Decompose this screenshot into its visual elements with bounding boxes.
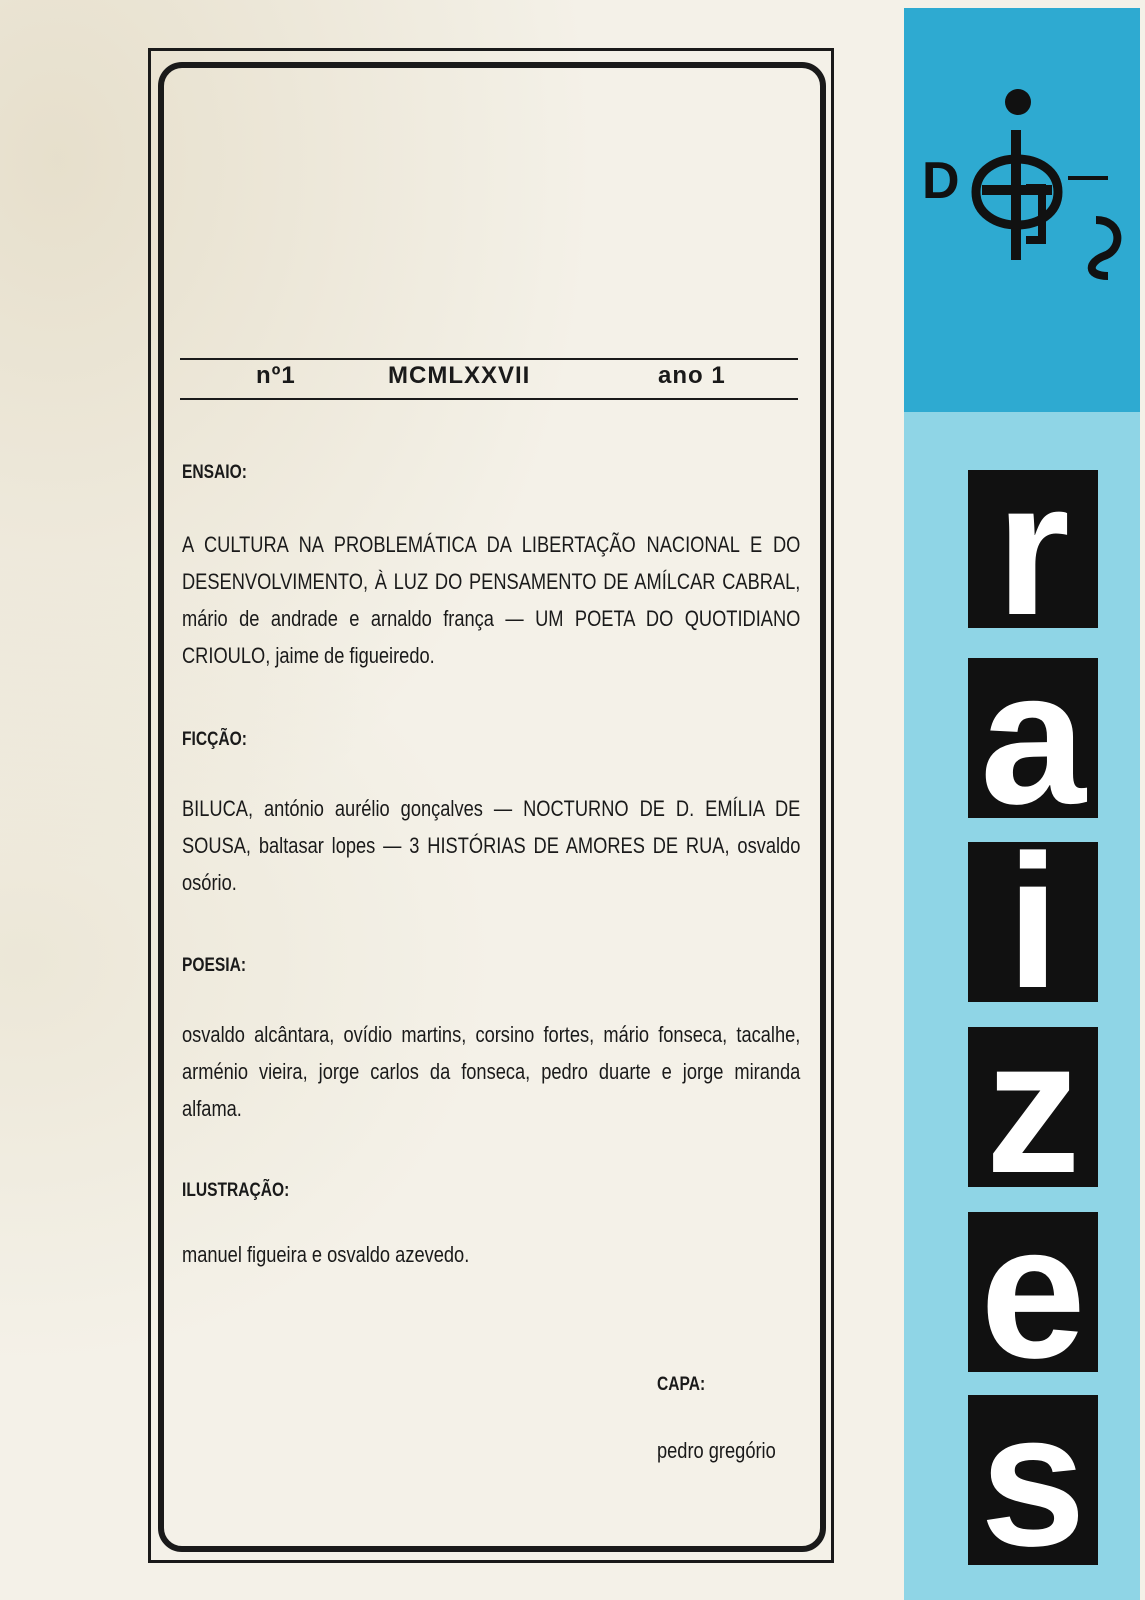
cover-artist: pedro gregório — [657, 1438, 776, 1463]
section-body-ilustracao: manuel figueira e osvaldo azevedo. — [182, 1242, 470, 1267]
section-body-ficcao: BILUCA, antónio aurélio gonçalves — NOCTURNO DE D. EMÍLIA DE SOUSA, baltasar lopes — 3 HISTÓRIAS DE AMORES DE RUA, osvaldo osório. — [182, 796, 801, 895]
spine-letter-e: e — [968, 1212, 1098, 1372]
spine-letter-r: r — [968, 470, 1098, 628]
issue-bar — [180, 358, 798, 400]
issue-volume: ano 1 — [658, 362, 726, 389]
svg-text:D: D — [922, 152, 960, 210]
section-heading-ficcao: FICÇÃO: — [182, 729, 247, 750]
issue-year: MCMLXXVII — [388, 362, 531, 389]
spine-letter-a: a — [968, 658, 1098, 818]
section-heading-ensaio: ENSAIO: — [182, 462, 247, 483]
spine-letter-z: z — [968, 1027, 1098, 1187]
section-heading-ilustracao: ILUSTRAÇÃO: — [182, 1180, 290, 1201]
cover-heading: CAPA: — [657, 1374, 706, 1395]
spine-letter-s: s — [968, 1395, 1098, 1565]
section-body-poesia: osvaldo alcântara, ovídio martins, corsino fortes, mário fonseca, tacalhe, arménio vieira, jorge carlos da fonseca, pedro duarte e jorge miranda alfama. — [182, 1022, 801, 1121]
publisher-logo — [918, 80, 1128, 290]
issue-number: nº1 — [256, 362, 296, 389]
section-body-ensaio: A CULTURA NA PROBLEMÁTICA DA LIBERTAÇÃO NACIONAL E DO DESENVOLVIMENTO, À LUZ DO PENSAMENTO DE AMÍLCAR CABRAL, mário de andrade e arnaldo frança — UM POETA DO QUOTIDIANO CRIOULO, jaime de figueiredo. — [182, 532, 801, 668]
section-heading-poesia: POESIA: — [182, 955, 247, 976]
spine-letter-i: i — [968, 842, 1098, 1002]
